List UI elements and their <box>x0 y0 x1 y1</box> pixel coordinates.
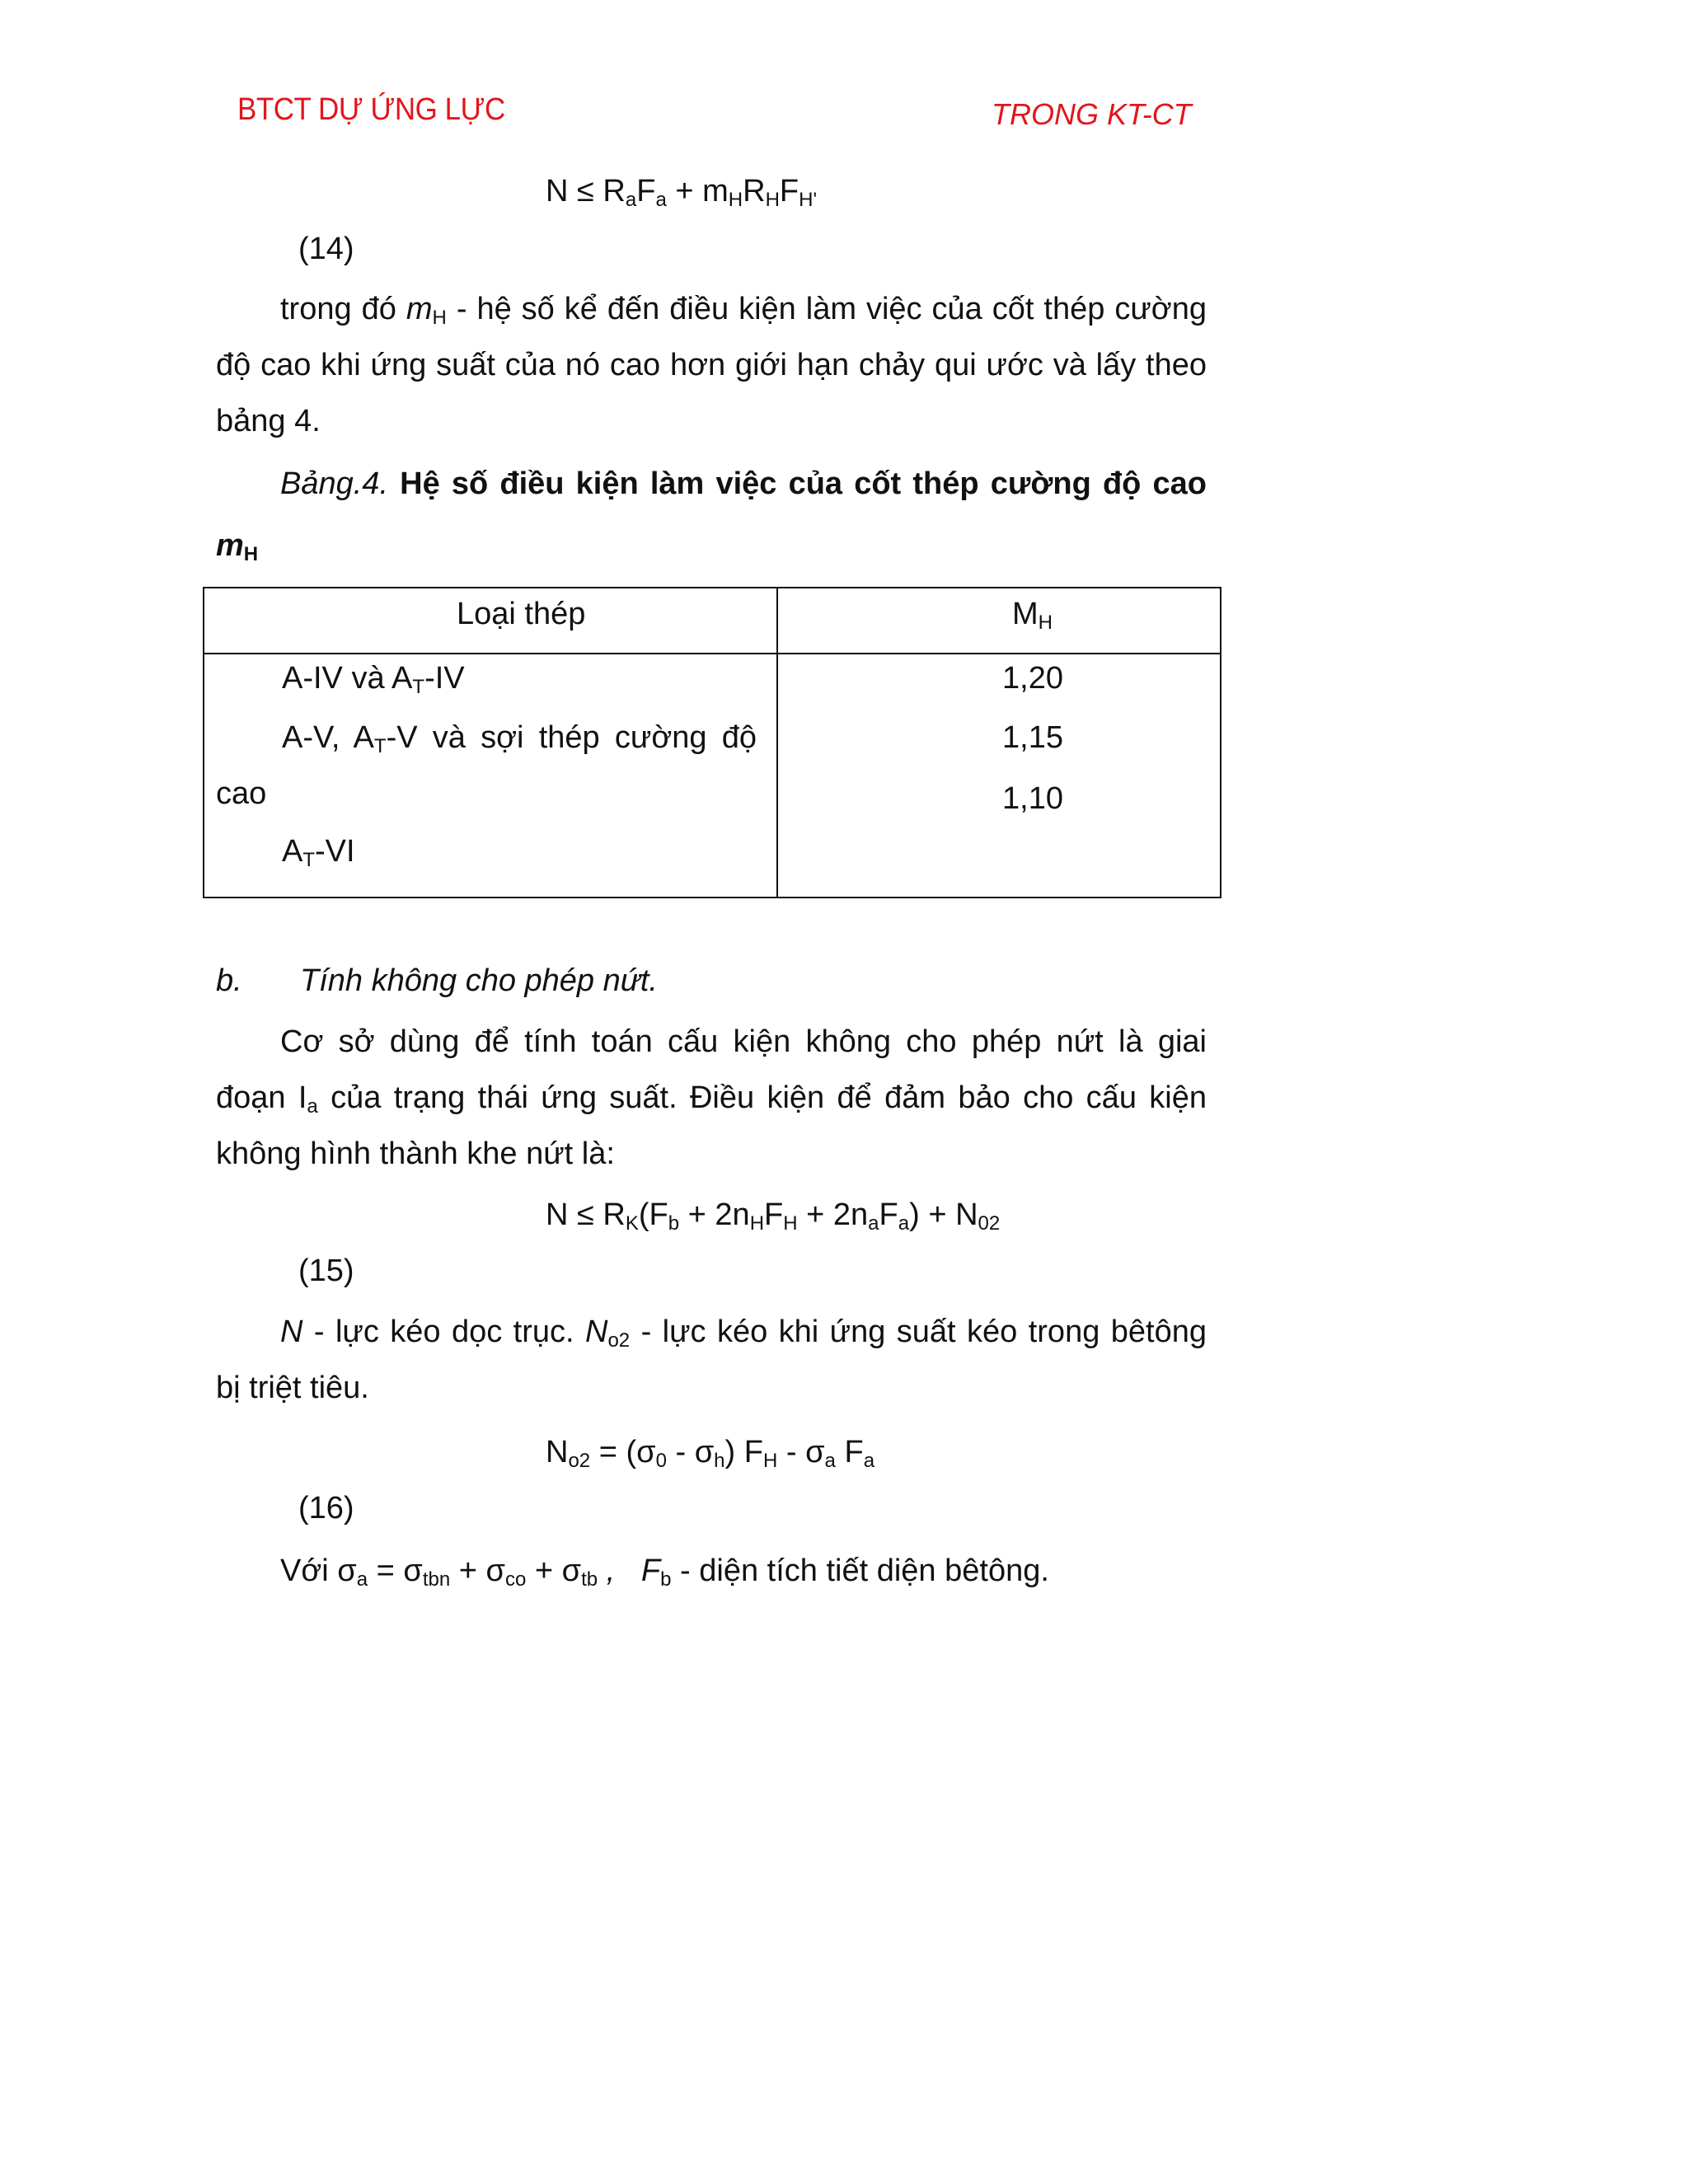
table-row-1-value: 1,20 <box>1002 661 1063 696</box>
formula-15-number: (15) <box>298 1254 354 1288</box>
formula-16: $N_{o2} = (\sigma_0 - \sigma_h)$ $F_H - \sigma_a$ $F_a$ <box>546 1435 875 1472</box>
table-header-steel-type: Loại thép <box>457 597 586 631</box>
paragraph-3-line-1: N - lực kéo dọc trục. $N_{o2}$ - lực kéo khi ứng suất kéo trong bêtông <box>280 1315 1207 1352</box>
table-header-cell-steel-type <box>204 588 777 654</box>
paragraph-1-line-1: trong đó $m_H$ - hệ số kể đến điều kiện làm việc của cốt thép cường <box>280 292 1207 329</box>
formula-14: $N \le R_aF_a + m_HR_HF_{H'}$ <box>546 174 818 211</box>
paragraph-2-line-2: đoạn $I_a$ của trạng thái ứng suất. Điều kiện để đảm bảo cho cấu kiện <box>216 1080 1207 1118</box>
formula-14-number: (14) <box>298 232 354 266</box>
header-title-left: BTCT DỰ ỨNG LỰC <box>237 92 505 127</box>
table-row-3-value: 1,10 <box>1002 781 1063 816</box>
section-b-title: Tính không cho phép nứt. <box>300 963 658 998</box>
table-body-values <box>777 654 1221 898</box>
table-row-3-steel: $A_T-VI$ <box>282 834 355 871</box>
section-b-label: b. <box>216 963 242 998</box>
paragraph-4: Với $\sigma_a = \sigma_{tbn} + \sigma_{co} + \sigma_{tb}$ , $F_b$ - diện tích tiết diện bêtông. <box>280 1554 1049 1591</box>
table-header-cell-coefficient <box>777 588 1221 654</box>
formula-15: $N \le R_K(F_b + 2n_HF_H + 2n_aF_a) + N_{02}$ <box>546 1197 1001 1235</box>
table-caption: Bảng.4. Hệ số điều kiện làm việc của cốt thép cường độ cao <box>280 466 1207 501</box>
paragraph-2-line-3: không hình thành khe nứt là: <box>216 1137 615 1171</box>
table-row-2-steel: A-V, $A_T-V$ và sợi thép cường độ <box>282 720 757 757</box>
table-caption-symbol: $m_H$ <box>216 528 259 565</box>
header-title-right: TRONG KT-CT <box>992 97 1192 131</box>
table-row-2-steel-continued: cao <box>216 776 267 811</box>
table-row-2-value: 1,15 <box>1002 720 1063 755</box>
paragraph-3-line-2: bị triệt tiêu. <box>216 1371 369 1405</box>
table-row-1-steel: A-IV và $A_T-IV$ <box>282 661 465 698</box>
table-body-steel-types <box>204 654 777 898</box>
formula-16-number: (16) <box>298 1491 354 1526</box>
coefficient-table <box>203 587 1221 898</box>
table-header-coefficient: $M_H$ <box>1012 597 1053 634</box>
paragraph-1-line-3: bảng 4. <box>216 404 321 438</box>
paragraph-2-line-1: Cơ sở dùng để tính toán cấu kiện không cho phép nứt là giai <box>280 1024 1207 1059</box>
paragraph-1-line-2: độ cao khi ứng suất của nó cao hơn giới hạn chảy qui ước và lấy theo <box>216 348 1207 382</box>
